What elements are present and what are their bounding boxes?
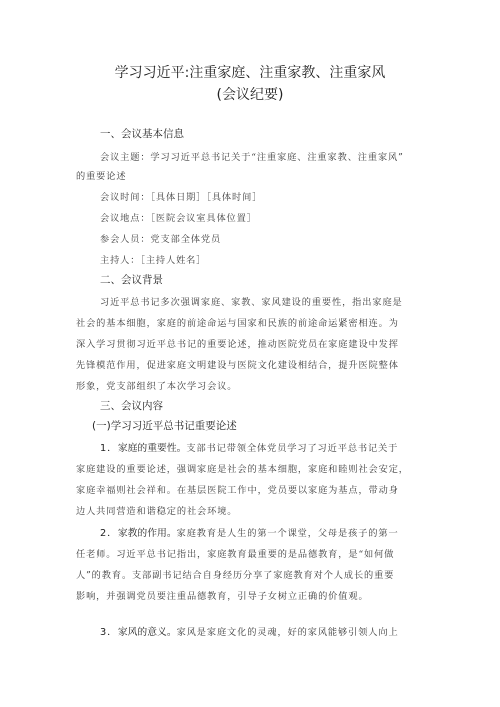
paragraph-line: 边人共同营造和谐稳定的社会环境。 [76, 506, 238, 517]
meeting-host: 主持人：［主持人姓名］ [100, 255, 207, 266]
meeting-place: 会议地点：［医院会议室具体位置］ [100, 213, 257, 224]
paragraph-line: 影响，并强调党员要注重品德教育，引导子女树立正确的价值观。 [76, 591, 369, 602]
list-item-1-line-1 [100, 440, 398, 454]
list-item-text: 支部书记带领全体党员学习了习近平总书记关于 [186, 443, 399, 454]
paragraph-line: 人”的教育。支部副书记结合自身经历分享了家庭教育对个人成长的重要 [76, 570, 395, 581]
paragraph-line: 形象，党支部组织了本次学习会议。 [76, 381, 238, 392]
list-item-lead: 家风的意义。 [117, 627, 177, 638]
list-item-3-line-1 [100, 624, 399, 638]
subsection-heading: (一)学习习近平总书记重要论述 [92, 420, 237, 432]
list-item-number: 3． [100, 627, 118, 638]
paragraph-line: 先锋模范作用，促进家庭文明建设与医院文化建设相结合，提升医院整体 [76, 360, 399, 371]
paragraph-line: 深入学习贯彻习近平总书记的重要论述，推动医院党员在家庭建设中发挥 [76, 339, 399, 350]
meeting-time: 会议时间：［具体日期］［具体时间］ [100, 192, 263, 203]
list-item-lead: 家庭的重要性。 [117, 443, 187, 454]
section-heading-basic-info: 一、会议基本信息 [100, 128, 184, 140]
document-title: 学习习近平:注重家庭、注重家教、注重家风 [114, 65, 386, 81]
paragraph-line: 任老师。习近平总书记指出，家庭教育最重要的是品德教育，是“如何做 [76, 549, 395, 560]
meeting-topic-line-1: 会议主题：学习习近平总书记关于“注重家庭、注重家教、注重家风” [100, 152, 404, 163]
paragraph-line: 家庭建设的重要论述，强调家庭是社会的基本细胞，家庭和睦则社会安定， [76, 464, 409, 475]
section-heading-content: 三、会议内容 [100, 400, 163, 412]
list-item-number: 2． [100, 528, 118, 539]
list-item-text: 家庭教育是人生的第一个课堂，父母是孩子的第一 [176, 528, 399, 539]
document-subtitle: (会议纪要) [216, 87, 284, 103]
list-item-lead: 家教的作用。 [117, 528, 177, 539]
paragraph-line: 家庭幸福则社会祥和。在基层医院工作中，党员要以家庭为基点，带动身 [76, 485, 399, 496]
paragraph-line: 社会的基本细胞，家庭的前途命运与国家和民族的前途命运紧密相连。为 [76, 318, 399, 329]
section-heading-background: 二、会议背景 [100, 274, 163, 286]
meeting-attendees: 参会人员：党支部全体党员 [100, 234, 222, 245]
paragraph-line: 习近平总书记多次强调家庭、家教、家风建设的重要性，指出家庭是 [100, 297, 403, 308]
list-item-2-line-1 [100, 525, 399, 539]
meeting-topic-line-2: 的重要论述 [76, 171, 127, 182]
list-item-text: 家风是家庭文化的灵魂，好的家风能够引领人向上 [176, 627, 399, 638]
list-item-number: 1． [100, 443, 118, 454]
